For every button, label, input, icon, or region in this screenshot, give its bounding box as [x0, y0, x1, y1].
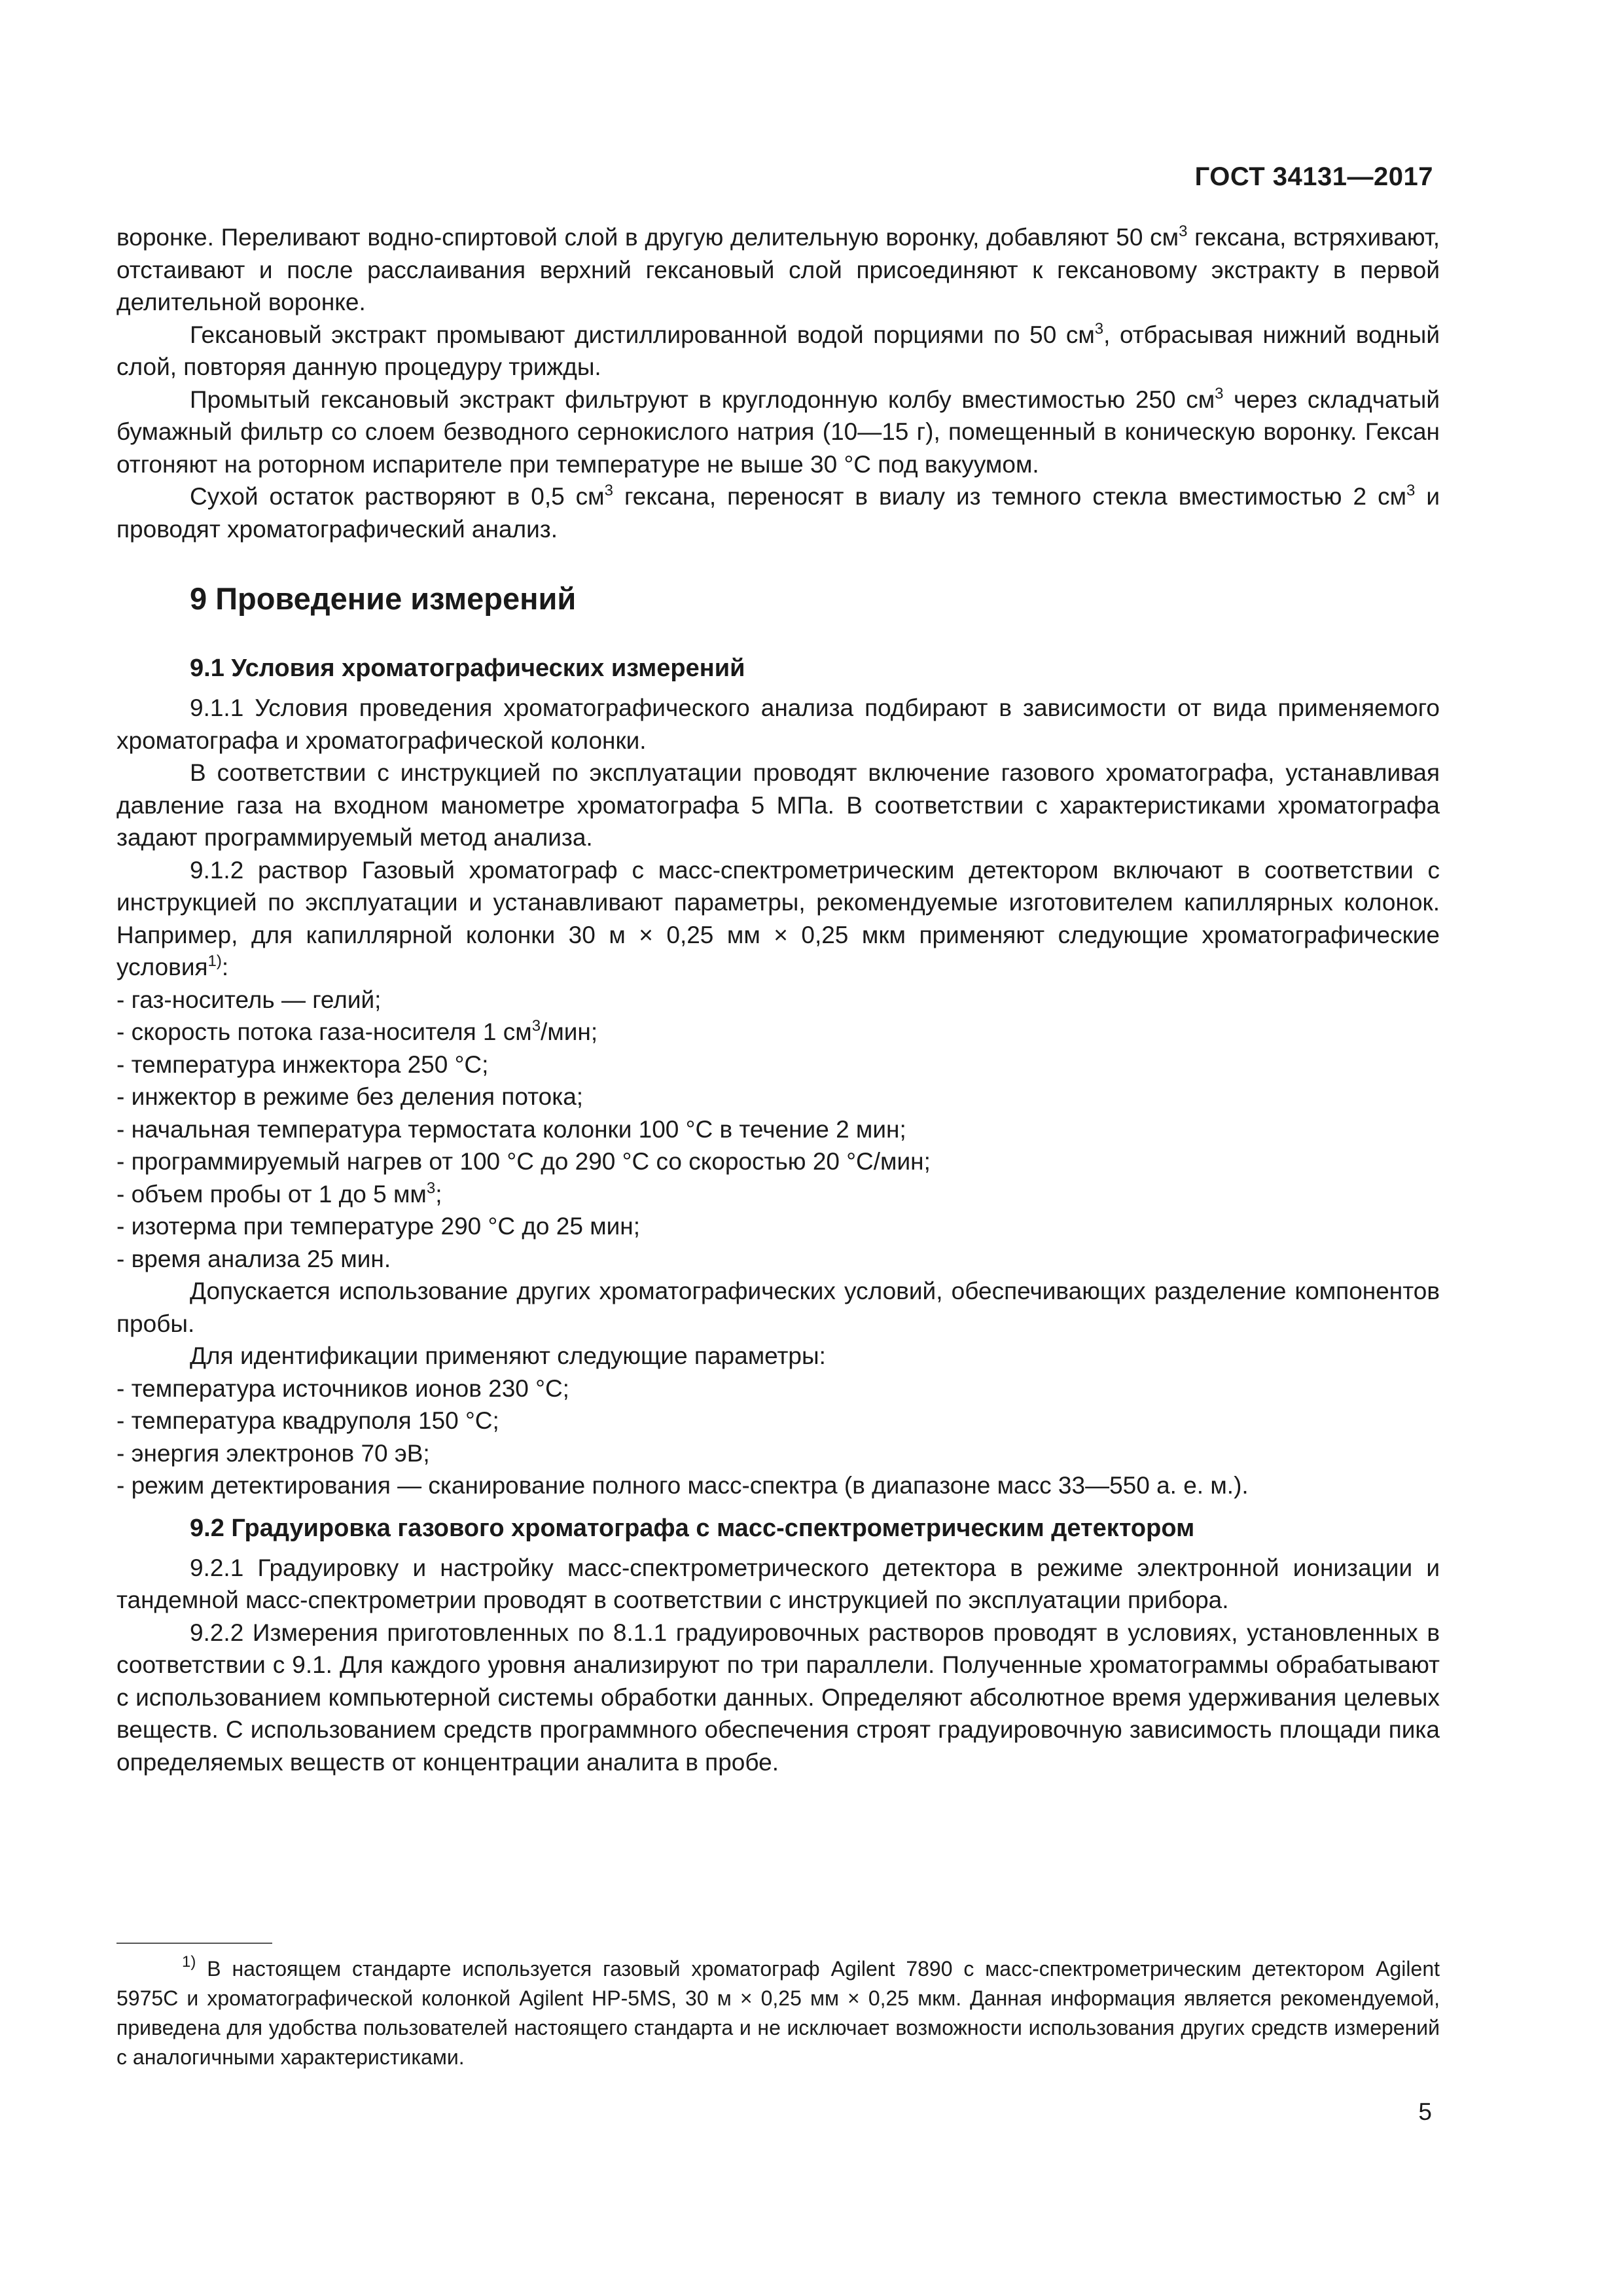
- list-item: - инжектор в режиме без деления потока;: [116, 1081, 1440, 1113]
- list-item: - время анализа 25 мин.: [116, 1243, 1440, 1276]
- page-number: 5: [1418, 2098, 1432, 2125]
- list-item: - энергия электронов 70 эВ;: [116, 1437, 1440, 1470]
- footnote-marker: 1): [182, 1953, 196, 1971]
- document-header: ГОСТ 34131—2017: [1194, 162, 1433, 191]
- list-item: - режим детектирования — сканирование полного масс-спектра (в диапазоне масс 33—550 а. е. м.).: [116, 1469, 1440, 1502]
- paragraph: Сухой остаток растворяют в 0,5 $см^3$ гексана, переносят в виалу из темного стекла вместимостью 2 $см^3$ и проводят хроматографический анализ.: [116, 482, 1440, 543]
- conditions-list: [116, 984, 1440, 1276]
- section-heading: 9 Проведение измерений: [190, 581, 577, 616]
- paragraph: Допускается использование других хроматографических условий, обеспечивающих разделение компонентов пробы.: [116, 1278, 1440, 1337]
- paragraph: 9.1.1 Условия проведения хроматографического анализа подбирают в зависимости от вида применяемого хроматографа и хроматографической колонки.: [116, 694, 1440, 754]
- subsection-heading: 9.2 Градуировка газового хроматографа с масс-спектрометрическим детектором: [190, 1514, 1195, 1542]
- paragraph: 9.2.2 Измерения приготовленных по 8.1.1 градуировочных растворов проводят в условиях, установленных в соответствии с 9.1. Для каждого уровня анализируют по три параллели. Полученные хроматограммы обрабатывают с использованием компьютерной системы обработки данных. Определяют абсолютное время удерживания целевых веществ. С использованием средств программного обеспечения строят градуировочную зависимость площади пика определяемых веществ от концентрации аналита в пробе.: [116, 1619, 1440, 1776]
- list-item: - температура источников ионов 230 °С;: [116, 1372, 1440, 1405]
- list-item: - изотерма при температуре 290 °С до 25 мин;: [116, 1210, 1440, 1243]
- paragraph: 9.1.2 раствор Газовый хроматограф с масс-спектрометрическим детектором включают в соответствии с инструкцией по эксплуатации и устанавливают параметры, рекомендуемые изготовителем капиллярных колонок. Например, для капиллярной колонки 30 м × 0,25 мм × 0,25 мкм применяют следующие хроматографические условия$^{1)}$:: [116, 856, 1440, 980]
- paragraph: 9.2.1 Градуировку и настройку масс-спектрометрического детектора в режиме электронной ионизации и тандемной масс-спектрометрии проводят в соответствии с инструкцией по эксплуатации прибора.: [116, 1554, 1440, 1613]
- list-item: - объем пробы от 1 до 5 $мм^3$;: [116, 1178, 1440, 1211]
- paragraph: Для идентификации применяют следующие параметры:: [190, 1342, 826, 1369]
- paragraph: Промытый гексановый экстракт фильтруют в круглодонную колбу вместимостью 250 $см^3$ через складчатый бумажный фильтр со слоем безводного сернокислого натрия (10—15 г), помещенный в коническую воронку. Гексан отгоняют на роторном испарителе при температуре не выше 30 °С под вакуумом.: [116, 384, 1440, 478]
- list-item: - скорость потока газа-носителя 1 $см^3$/мин;: [116, 1016, 1440, 1049]
- list-item: - начальная температура термостата колонки 100 °С в течение 2 мин;: [116, 1113, 1440, 1146]
- list-item: - программируемый нагрев от 100 °С до 290 °С со скоростью 20 °С/мин;: [116, 1145, 1440, 1178]
- list-item: - температура инжектора 250 °С;: [116, 1049, 1440, 1081]
- identification-list: [116, 1372, 1440, 1502]
- footnote-text: В настоящем стандарте используется газовый хроматограф Agilent 7890 с масс-спектрометрическим детектором Agilent 5975C и хроматографической колонкой Agilent HP-5MS, 30 м × 0,25 мм × 0,25 мкм. Данная информация является рекомендуемой, приведена для удобства пользователей настоящего стандарта и не исключает возможности использования других средств измерений с аналогичными характеристиками.: [116, 1957, 1440, 2069]
- list-item: - газ-носитель — гелий;: [116, 984, 1440, 1016]
- paragraph: В соответствии с инструкцией по эксплуатации проводят включение газового хроматографа, устанавливая давление газа на входном манометре хроматографа 5 МПа. В соответствии с характеристиками хроматографа задают программируемый метод анализа.: [116, 759, 1440, 851]
- footnote-divider: [116, 1943, 272, 1944]
- subsection-heading: 9.1 Условия хроматографических измерений: [190, 655, 745, 682]
- document-body: [116, 221, 1440, 1778]
- paragraph: воронке. Переливают водно-спиртовой слой в другую делительную воронку, добавляют 50 $см^3$ гексана, встряхивают, отстаивают и после расслаивания верхний гексановый слой присоединяют к гексановому экстракту в первой делительной воронке.: [116, 223, 1440, 315]
- footnote: [116, 1954, 1440, 2072]
- list-item: - температура квадруполя 150 °С;: [116, 1405, 1440, 1437]
- paragraph: Гексановый экстракт промывают дистиллированной водой порциями по 50 $см^3$, отбрасывая нижний водный слой, повторяя данную процедуру трижды.: [116, 319, 1440, 380]
